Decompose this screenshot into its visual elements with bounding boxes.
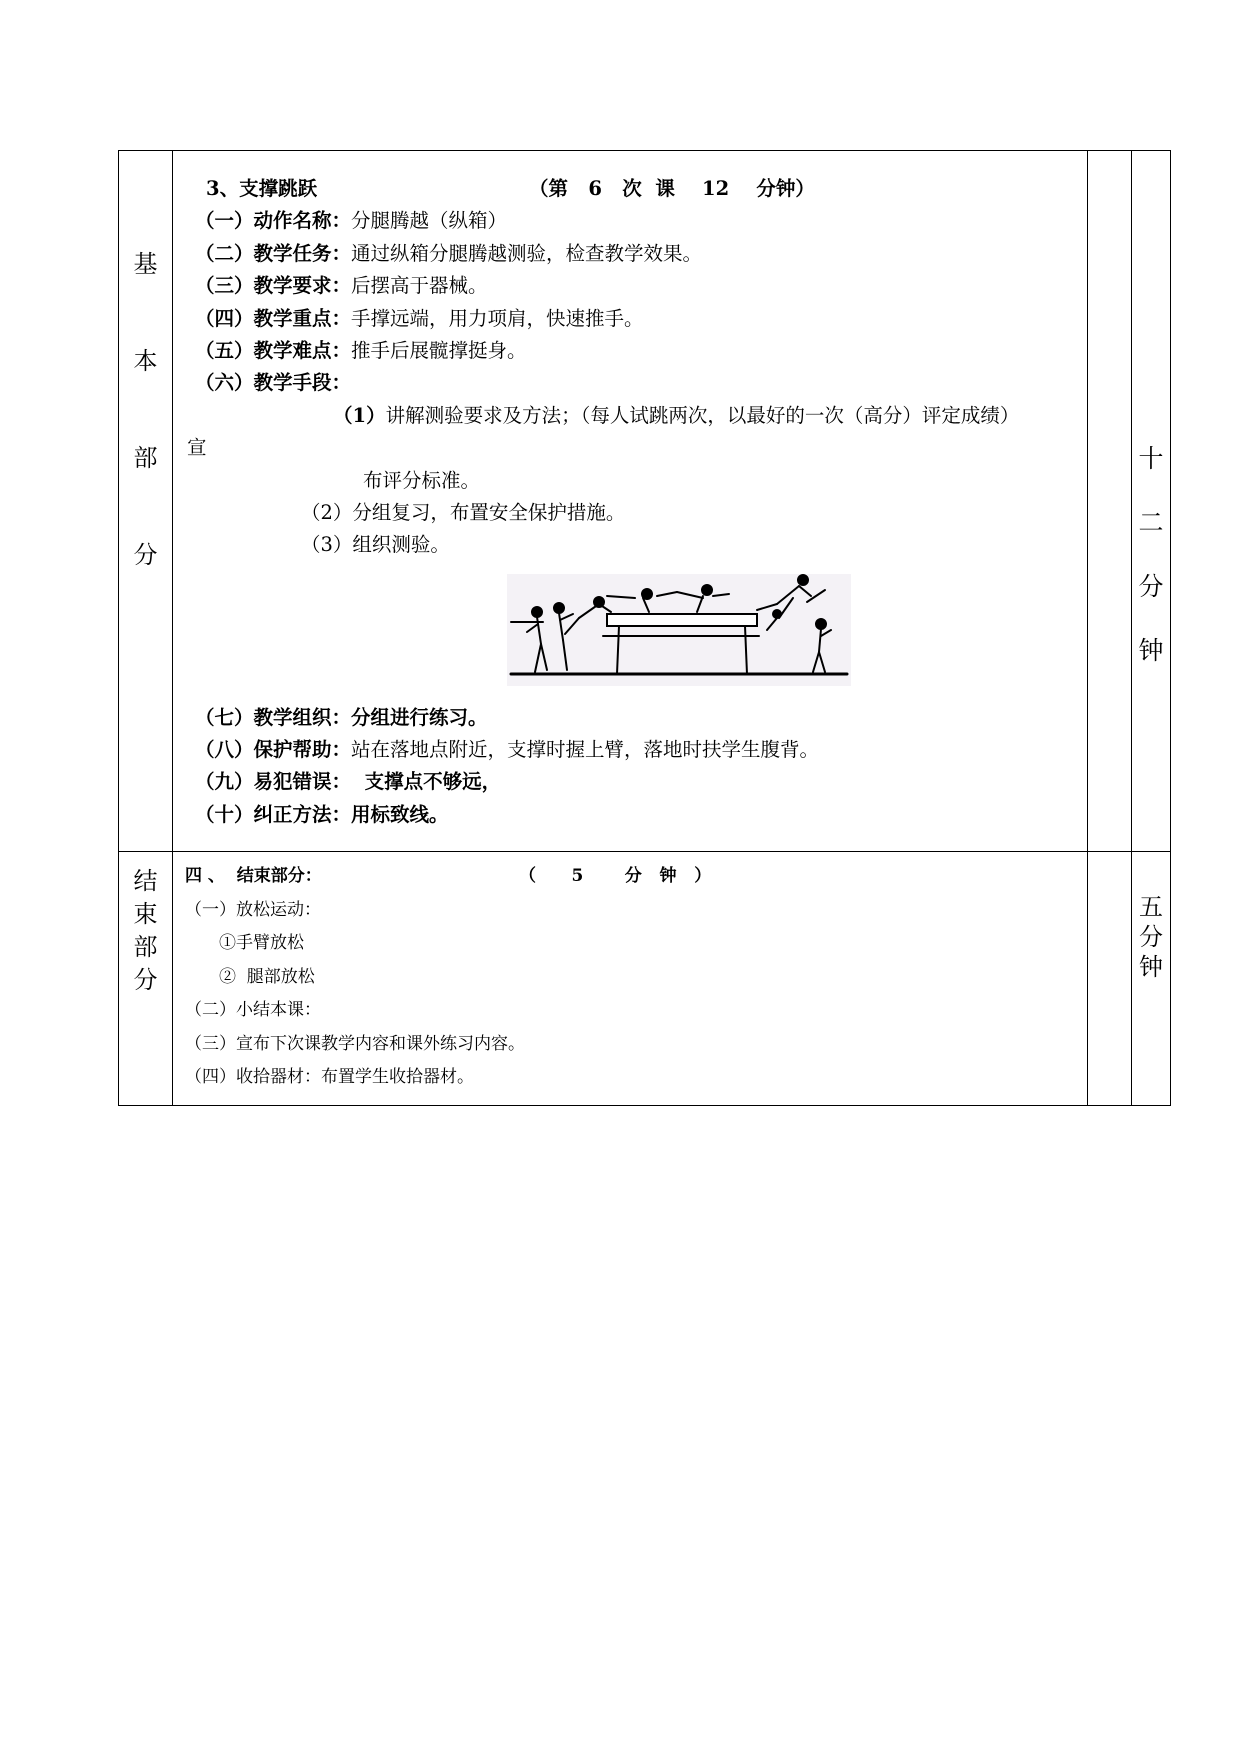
item-label: （一）动作名称： [195,209,352,233]
item-label: （五）教学难点： [195,338,352,362]
vault-illustration [507,574,851,686]
means-line-1 [195,400,1087,432]
means-text: （2）分组复习，布置安全保护措施。 [301,500,626,524]
item-text: 分腿腾越（纵箱） [351,209,508,233]
time-char: 分 [1138,572,1164,601]
item-line [195,335,1087,367]
vault-sequence-figure [507,574,851,686]
basic-section-row [119,151,1171,852]
section-header-char: 部 [133,933,158,962]
item-label: （六）教学手段： [195,371,352,395]
item-label: （九）易犯错误： [195,770,352,794]
section-header-char: 部 [133,444,158,472]
basic-time-cell [1132,151,1171,852]
section-header-char: 分 [133,541,158,569]
item-line [195,766,1087,798]
item-label: （八）保护帮助： [195,738,352,762]
end-section-header-cell [119,852,173,1106]
item-text: 站在落地点附近，支撑时握上臂，落地时扶学生腹背。 [351,738,820,762]
item-text: 通过纵箱分腿腾越测验，检查教学效果。 [351,241,703,265]
section-header-char: 本 [133,347,158,375]
end-line: （二）小结本课： [185,1000,321,1021]
basic-section-content-cell [173,151,1088,852]
item-line [195,303,1087,335]
item-line [195,238,1087,270]
item-text: 支撑点不够远， [351,770,502,794]
end-line: ② 腿部放松 [219,966,315,987]
item-line [195,799,1087,831]
means-line-3 [195,529,1087,561]
item-label: （七）教学组织： [195,705,352,729]
item-line [195,270,1087,302]
item-line [195,205,1087,237]
means-text: 讲解测验要求及方法；（每人试跳两次，以最好的一次（高分）评定成绩） [385,403,1020,427]
lesson-info: （第 6 次 课 12 分钟） [529,177,815,200]
section-header-char: 分 [133,966,158,995]
end-section-row [119,852,1171,1106]
item-label: （四）教学重点： [195,306,352,330]
item-label: （二）教学任务： [195,241,352,265]
basic-section-header-cell [119,151,173,852]
means-text: （3）组织测验。 [301,533,450,557]
end-time-cell [1132,852,1171,1106]
means-continued [195,465,1087,497]
end-line: （一）放松运动： [185,899,321,920]
time-char: 钟 [1139,953,1163,982]
time-char: 分 [1139,923,1163,952]
blank-column-cell [1088,151,1132,852]
time-char: 二 [1138,508,1164,537]
lesson-plan-table [118,150,1171,1106]
item-text: 后摆高于器械。 [351,274,488,298]
means-cont-text: 布评分标准。 [363,468,481,492]
item-text: 分组进行练习。 [351,705,488,729]
item-line [195,734,1087,766]
means-number: （1） [333,403,386,427]
item-text: 手撑远端，用力项肩，快速推手。 [351,306,644,330]
means-line-2 [195,497,1087,529]
end-line: ①手臂放松 [219,933,304,954]
end-line: （四）收拾器材：布置学生收拾器材。 [185,1067,474,1088]
item-label: （三）教学要求： [195,274,352,298]
item-line [195,367,1087,399]
vault-title: 3、支撑跳跃 [206,177,318,200]
means-wrap-text: 宣 [187,436,207,460]
section-header-char: 基 [133,250,158,278]
end-section-content-cell [173,852,1088,1106]
item-text: 推手后展髋撑挺身。 [351,338,527,362]
section-header-char: 束 [133,900,158,929]
item-text: 用标致线。 [351,802,449,826]
end-section-title: 四 、 结束部分： [185,866,322,887]
time-char: 五 [1139,893,1163,922]
time-char: 十 [1138,444,1164,473]
item-line [195,702,1087,734]
item-label: （十）纠正方法： [195,802,352,826]
section-header-char: 结 [133,867,158,896]
blank-column-cell [1088,852,1132,1106]
time-char: 钟 [1138,636,1164,665]
end-section-time: （ 5 分 钟 ） [519,866,712,887]
means-wrap [187,432,1087,464]
end-line: （三）宣布下次课教学内容和课外练习内容。 [185,1033,525,1054]
